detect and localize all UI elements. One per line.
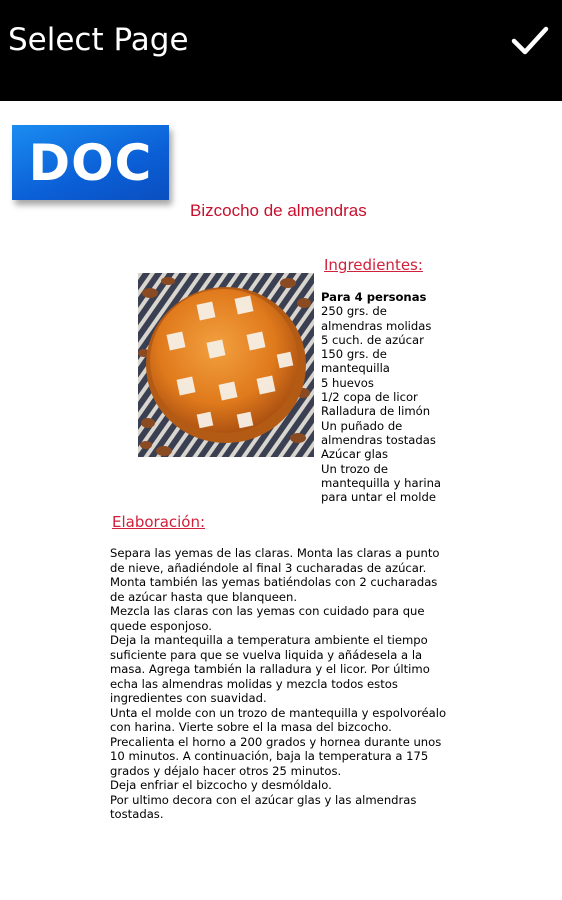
step-line: echa las almendras molidas y mezcla todos estos	[110, 676, 398, 691]
step-line: 10 minutos. A continuación, baja la temperatura a 175	[110, 749, 429, 763]
ingredients-lines	[321, 304, 451, 504]
step-line: masa. Agrega también la ralladura y el licor. Por último	[110, 662, 430, 676]
ingredient-line: 150 grs. de	[321, 347, 387, 362]
ingredient-line: 1/2 copa de licor	[321, 390, 418, 405]
doc-file-badge	[12, 125, 169, 200]
doc-badge-label: DOC	[28, 133, 153, 192]
ingredient-line: 250 grs. de	[321, 304, 387, 319]
checkmark-icon	[511, 26, 549, 56]
ingredient-line: Ralladura de limón	[321, 404, 431, 419]
ingredient-line: para untar el molde	[321, 490, 436, 505]
ingredients-heading: Ingredientes:	[324, 256, 423, 274]
elaboration-steps	[110, 546, 460, 822]
document-title: Bizcocho de almendras	[190, 201, 367, 220]
page-title: Select Page	[8, 22, 189, 58]
step-line: suficiente para que se vuelva liquida y añádesela a la	[110, 647, 423, 662]
servings-label: Para 4 personas	[321, 290, 427, 304]
step-line: Deja la mantequilla a temperatura ambiente el tiempo	[110, 633, 428, 647]
ingredient-line: almendras tostadas	[321, 432, 436, 447]
top-app-bar	[0, 0, 562, 101]
step-line: de nieve, añadiéndole al final 3 cucharadas de azúcar.	[110, 560, 427, 575]
step-line: grados y déjalo hacer otros 25 minutos.	[110, 763, 342, 778]
step-line: Unta el molde con un trozo de mantequilla y espolvoréalo	[110, 705, 447, 720]
ingredient-line: mantequilla	[321, 361, 390, 376]
step-line: de azúcar hasta que blanqueen.	[110, 589, 298, 604]
ingredient-line: Azúcar glas	[321, 447, 389, 462]
step-line: Monta también las yemas batiéndolas con 2 cucharadas	[110, 575, 438, 589]
ingredient-line: 5 huevos	[321, 375, 374, 390]
ingredient-line: mantequilla y harina	[321, 475, 442, 490]
step-line: Por ultimo decora con el azúcar glas y las almendras	[110, 792, 417, 807]
elaboration-heading: Elaboración:	[112, 513, 206, 531]
cake-photo	[138, 273, 314, 457]
ingredient-line: 5 cuch. de azúcar	[321, 332, 424, 347]
step-line: Mezcla las claras con las yemas con cuidado para que	[110, 604, 425, 618]
step-line: con harina. Vierte sobre el la masa del bizcocho.	[110, 720, 392, 734]
step-line: Deja enfriar el bizcocho y desmóldalo.	[110, 778, 332, 792]
ingredient-line: Un puñado de	[321, 418, 403, 433]
ingredient-line: Un trozo de	[321, 461, 389, 476]
step-line: Precalienta el horno a 200 grados y hornea durante unos	[110, 734, 442, 749]
step-line: ingredientes con suavidad.	[110, 691, 267, 705]
ingredients-list	[321, 290, 451, 504]
step-line: tostadas.	[110, 807, 164, 821]
confirm-button[interactable]	[505, 18, 555, 64]
step-line: quede esponjoso.	[110, 618, 212, 633]
step-line: Separa las yemas de las claras. Monta las claras a punto	[110, 546, 440, 560]
ingredient-line: almendras molidas	[321, 318, 432, 333]
